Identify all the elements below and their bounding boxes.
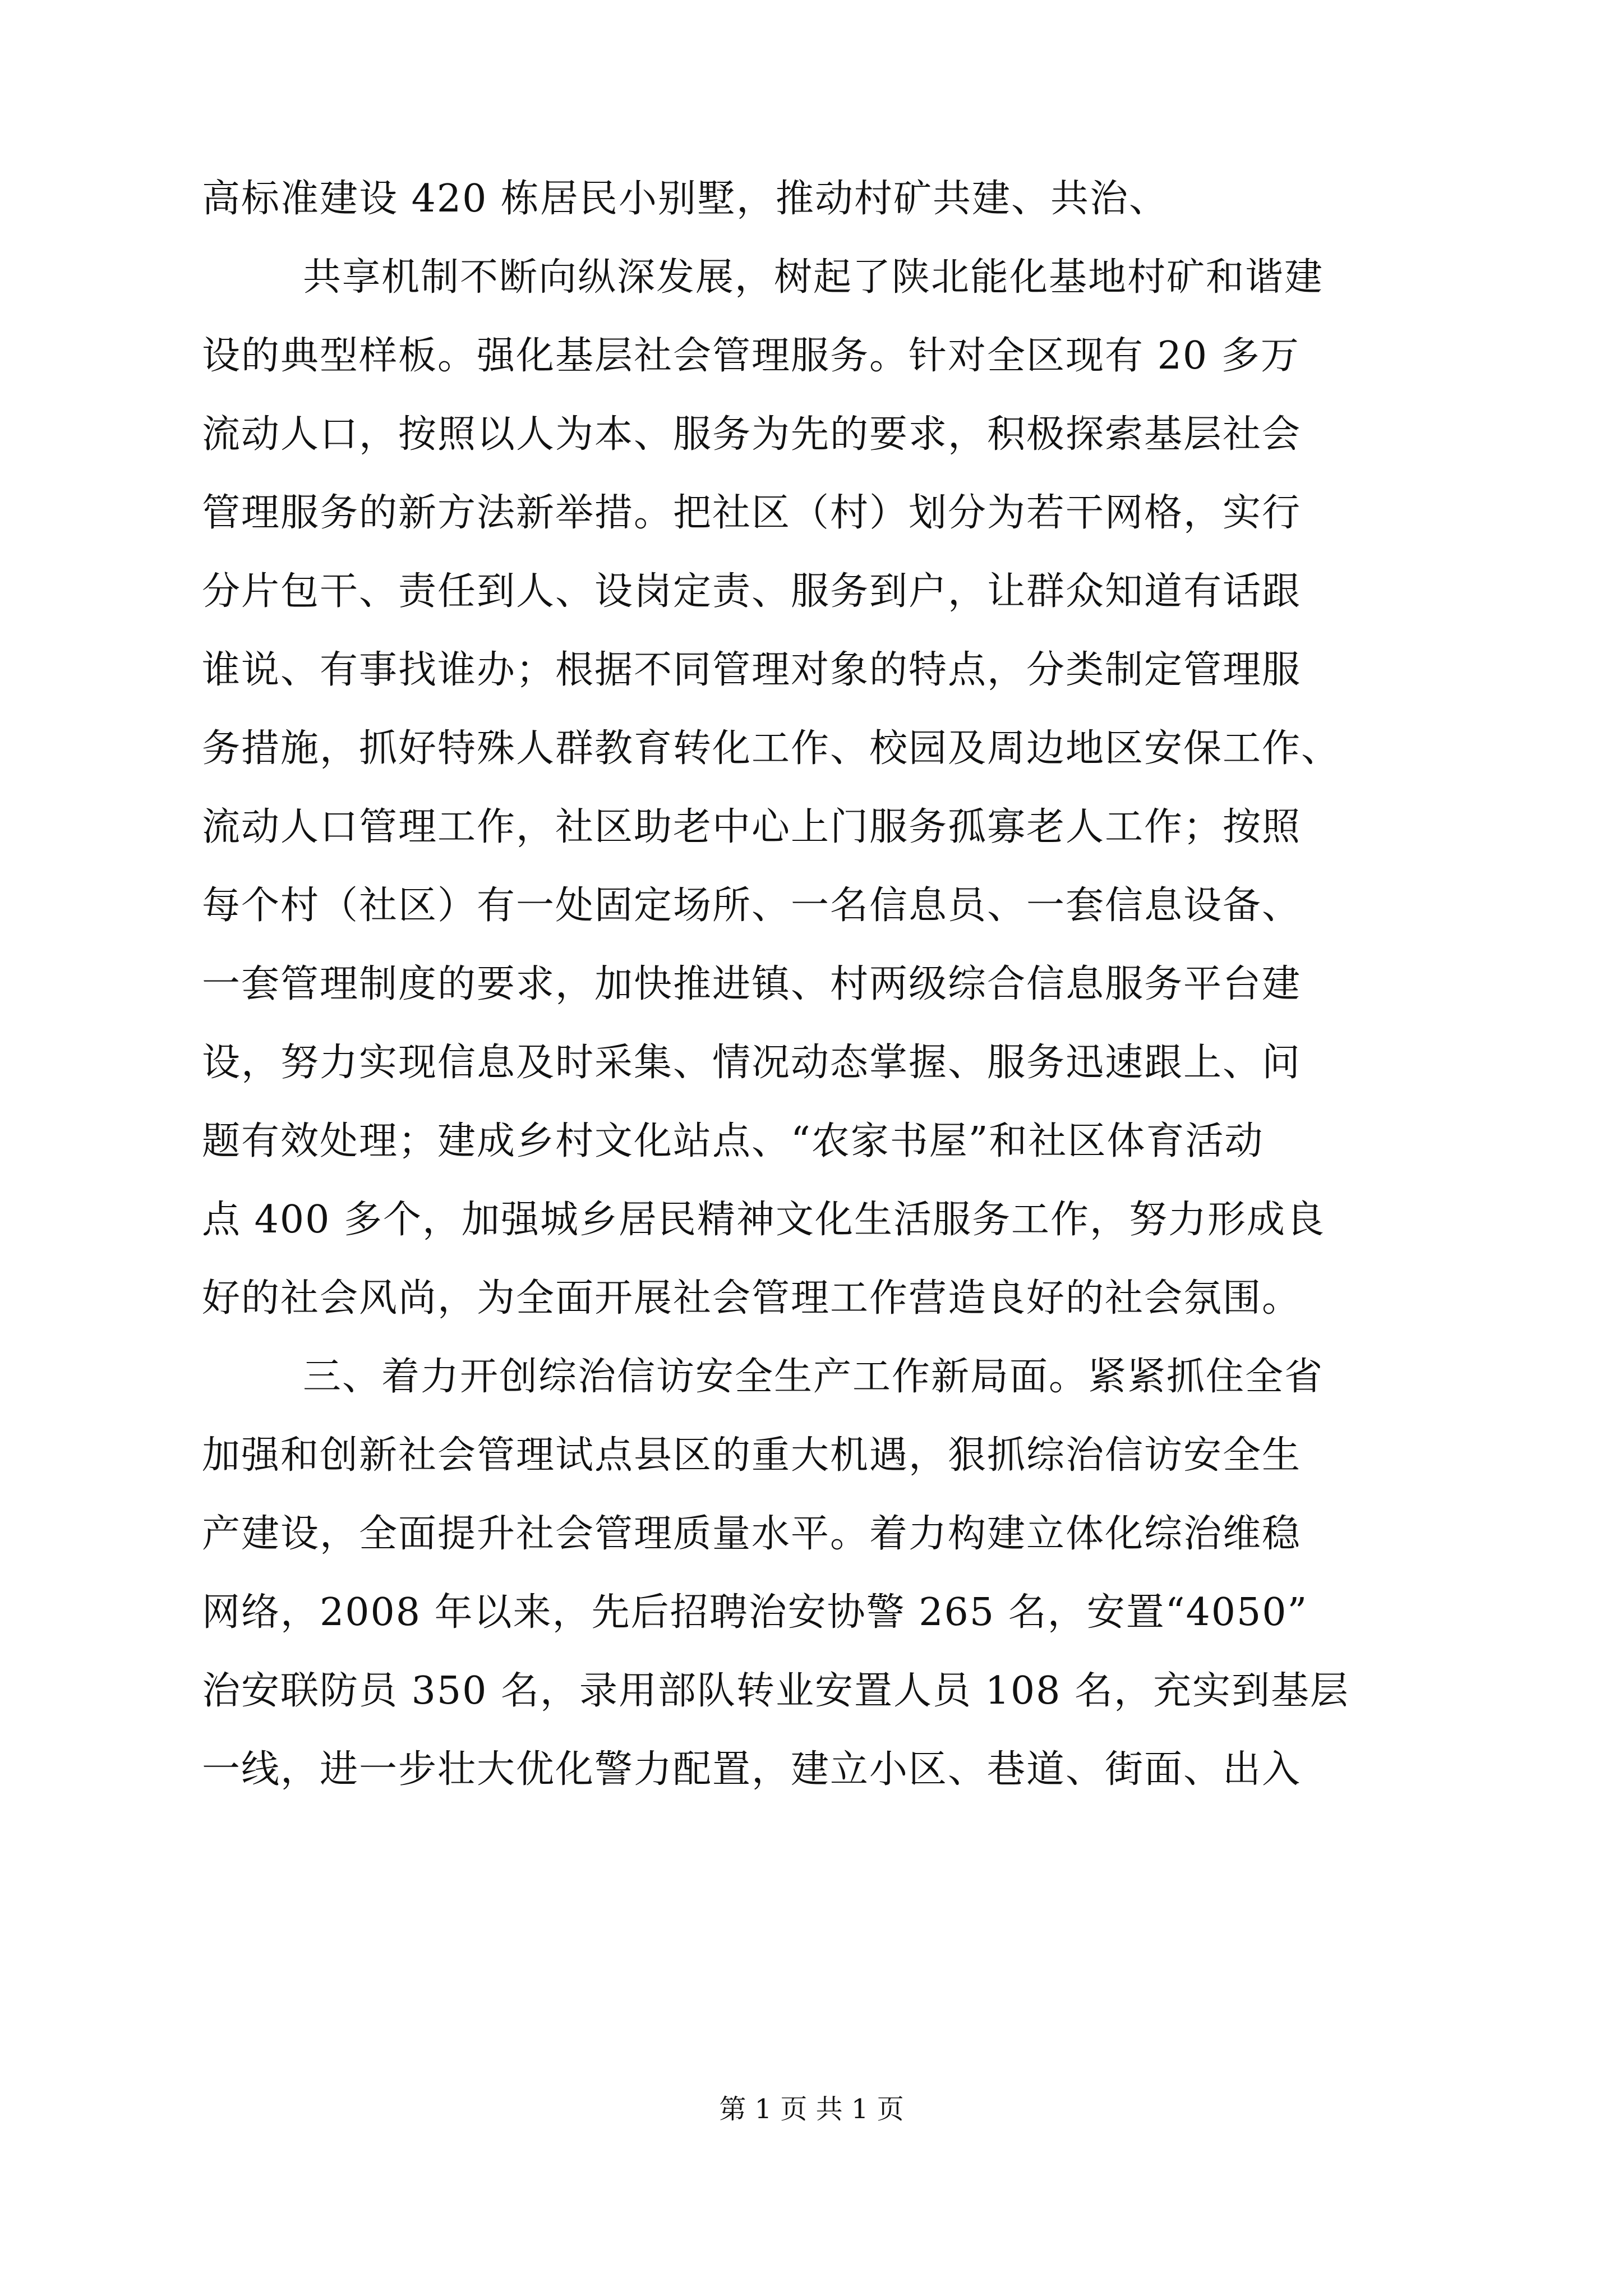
text-line: 一线，进一步壮大优化警力配置，建立小区、巷道、街面、出入: [202, 1747, 1302, 1792]
text-line: 加强和创新社会管理试点县区的重大机遇，狠抓综治信访安全生: [202, 1433, 1302, 1478]
text-line: 设的典型样板。强化基层社会管理服务。针对全区现有 20 多万: [202, 334, 1300, 378]
text-line: 高标准建设 420 栋居民小别墅，推动村矿共建、共治、: [202, 177, 1169, 221]
text-line: 共享机制不断向纵深发展，树起了陕北能化基地村矿和谐建: [303, 255, 1324, 300]
text-line: 三、着力开创综治信访安全生产工作新局面。紧紧抓住全省: [303, 1355, 1324, 1399]
text-line: 分片包干、责任到人、设岗定责、服务到户，让群众知道有话跟: [202, 569, 1302, 614]
text-line: 管理服务的新方法新举措。把社区（村）划分为若干网格，实行: [202, 491, 1302, 535]
text-line: 一套管理制度的要求，加快推进镇、村两级综合信息服务平台建: [202, 962, 1302, 1006]
page-footer: 第 1 页 共 1 页: [719, 2093, 904, 2125]
text-line: 设，努力实现信息及时采集、情况动态掌握、服务迅速跟上、问: [202, 1041, 1302, 1085]
text-line: 流动人口管理工作，社区助老中心上门服务孤寡老人工作；按照: [202, 805, 1302, 849]
text-line: 流动人口，按照以人为本、服务为先的要求，积极探索基层社会: [202, 412, 1302, 457]
text-line: 务措施，抓好特殊人群教育转化工作、校园及周边地区安保工作、: [202, 726, 1341, 771]
text-line: 好的社会风尚，为全面开展社会管理工作营造良好的社会氛围。: [202, 1276, 1302, 1320]
text-line: 题有效处理；建成乡村文化站点、“农家书屋”和社区体育活动: [202, 1119, 1264, 1163]
text-line: 每个村（社区）有一处固定场所、一名信息员、一套信息设备、: [202, 884, 1302, 928]
text-line: 治安联防员 350 名，录用部队转业安置人员 108 名，充实到基层: [202, 1669, 1350, 1713]
text-line: 产建设，全面提升社会管理质量水平。着力构建立体化综治维稳: [202, 1512, 1302, 1556]
text-line: 谁说、有事找谁办；根据不同管理对象的特点，分类制定管理服: [202, 648, 1302, 692]
text-line: 网络，2008 年以来，先后招聘治安协警 265 名，安置“4050”: [202, 1590, 1308, 1635]
text-line: 点 400 多个，加强城乡居民精神文化生活服务工作，努力形成良: [202, 1198, 1326, 1242]
